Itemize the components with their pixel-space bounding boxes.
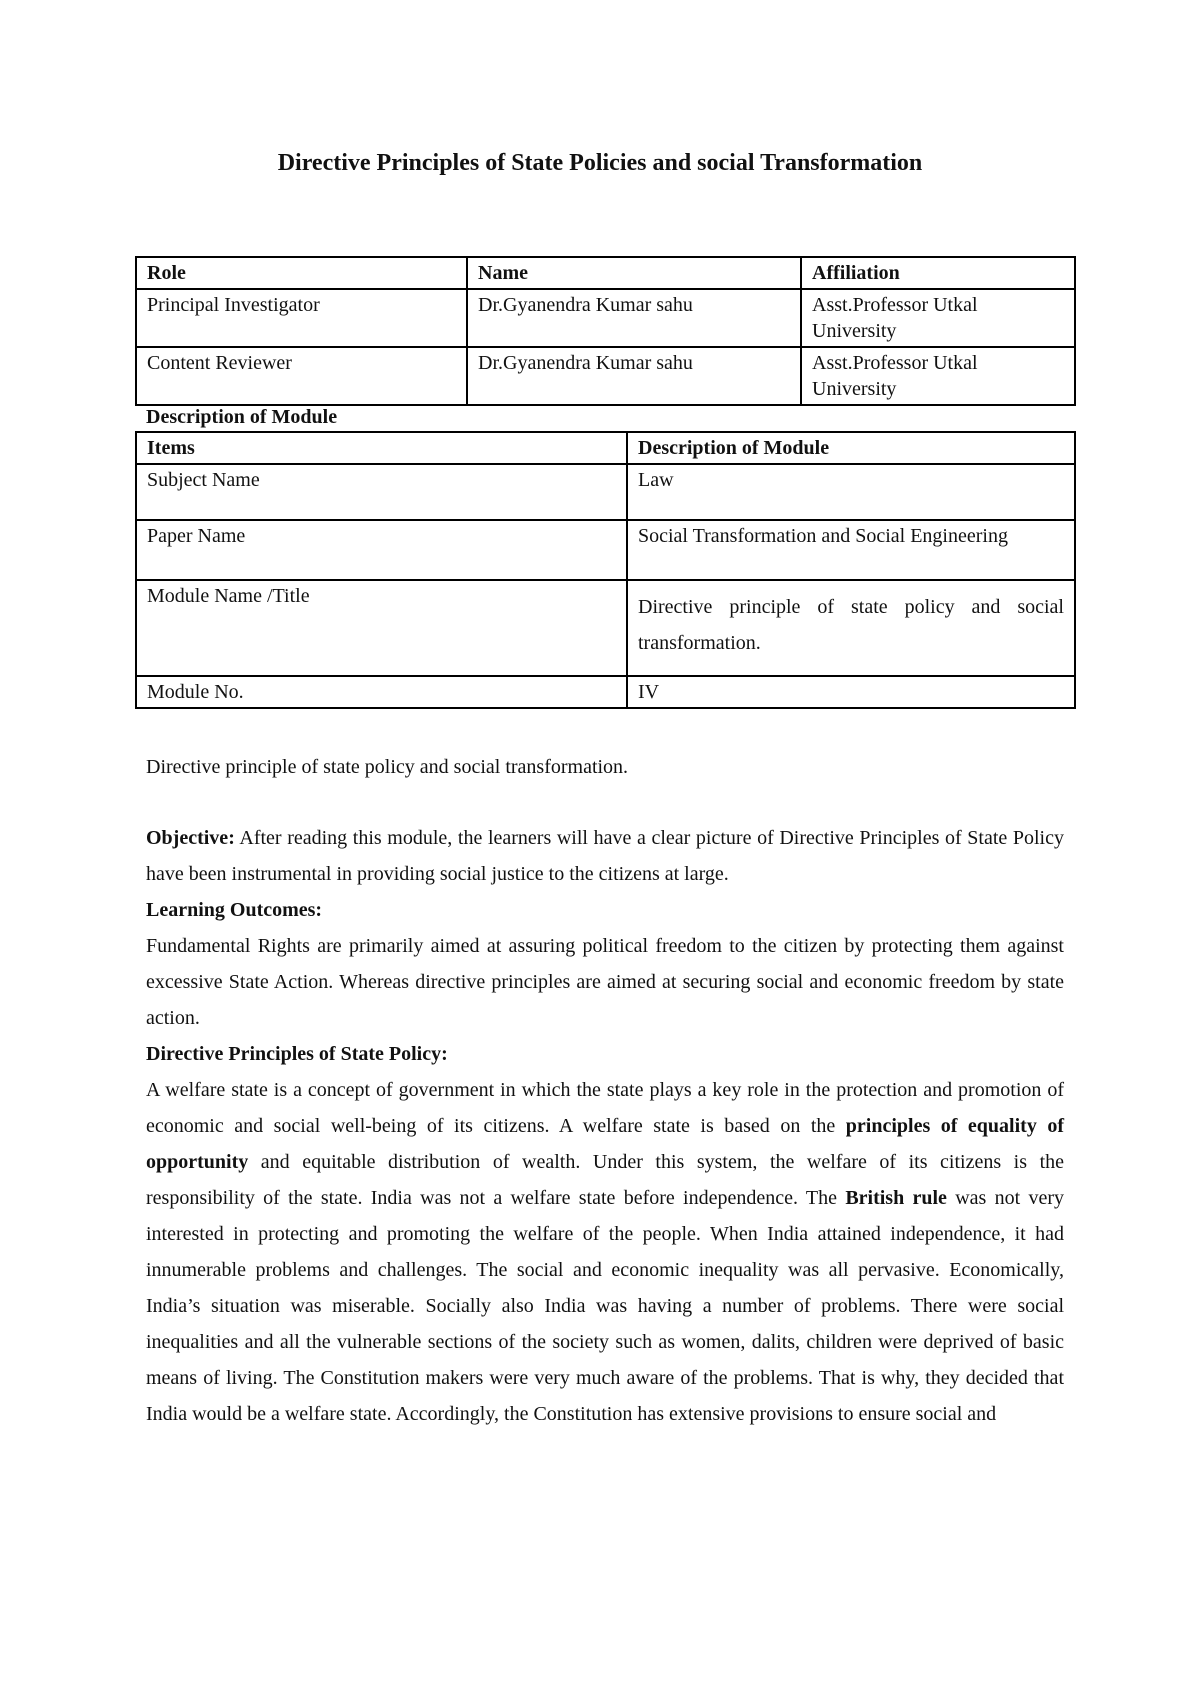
table-cell: Directive principle of state policy and social transformation.: [627, 580, 1075, 676]
table-header-cell: Items: [136, 432, 627, 464]
roles-table: [135, 256, 1076, 406]
table-row: [136, 676, 1075, 708]
table-header-cell: Affiliation: [801, 257, 1075, 289]
body-content: [146, 820, 1064, 1432]
intro-line: Directive principle of state policy and social transformation.: [146, 756, 629, 778]
module-table: [135, 431, 1076, 709]
description-label: Description of Module: [146, 406, 338, 428]
table-cell: Dr.Gyanendra Kumar sahu: [467, 289, 801, 347]
table-row: [136, 289, 1075, 347]
table-cell: Content Reviewer: [136, 347, 467, 405]
table-row: [136, 520, 1075, 580]
objective-label: Objective:: [146, 827, 235, 849]
table-header-row: [136, 257, 1075, 289]
dpsp-bold-2: British rule: [845, 1187, 947, 1209]
dpsp-bold-1: principles of equality of opportunity: [146, 1115, 1064, 1173]
learning-outcomes-heading: Learning Outcomes:: [146, 899, 323, 921]
table-header-cell: Name: [467, 257, 801, 289]
table-cell: Module Name /Title: [136, 580, 627, 676]
table-cell: Asst.Professor Utkal University: [801, 289, 1075, 347]
dpsp-text-2: and equitable distribution of wealth. Under this system, the welfare of its citizens is the responsibility of the state. India was not a welfare state before independence. The: [146, 1151, 1064, 1209]
table-header-cell: Role: [136, 257, 467, 289]
table-cell: IV: [627, 676, 1075, 708]
table-header-cell: Description of Module: [627, 432, 1075, 464]
table-cell: Module No.: [136, 676, 627, 708]
table-cell: Asst.Professor Utkal University: [801, 347, 1075, 405]
table-cell: Principal Investigator: [136, 289, 467, 347]
table-cell: Subject Name: [136, 464, 627, 520]
table-cell: Social Transformation and Social Engineering: [627, 520, 1075, 580]
dpsp-paragraph: [146, 1072, 1064, 1432]
table-header-row: [136, 432, 1075, 464]
dpsp-text-1: A welfare state is a concept of government in which the state plays a key role in the protection and promotion of economic and social well-being of its citizens. A welfare state is based on the: [146, 1079, 1064, 1137]
table-cell: Paper Name: [136, 520, 627, 580]
table-row: [136, 347, 1075, 405]
dpsp-heading: Directive Principles of State Policy:: [146, 1043, 448, 1065]
learning-outcomes-text: Fundamental Rights are primarily aimed at assuring political freedom to the citizen by protecting them against excessive State Action. Whereas directive principles are aimed at securing social and economic freedom by state action.: [146, 935, 1064, 1029]
page-title: Directive Principles of State Policies and social Transformation: [277, 150, 923, 176]
table-cell: Dr.Gyanendra Kumar sahu: [467, 347, 801, 405]
table-row: [136, 464, 1075, 520]
table-cell: Law: [627, 464, 1075, 520]
objective-paragraph: [146, 820, 1064, 892]
dpsp-text-3: was not very interested in protecting and promoting the welfare of the people. When India attained independence, it had innumerable problems and challenges. The social and economic inequality was all pervasive. Economically, India’s situation was miserable. Socially also India was having a number of problems. There were social inequalities and all the vulnerable sections of the society such as women, dalits, children were deprived of basic means of living. The Constitution makers were very much aware of the problems. That is why, they decided that India would be a welfare state. Accordingly, the Constitution has extensive provisions to ensure social and: [146, 1187, 1064, 1425]
table-row: [136, 580, 1075, 676]
objective-text: After reading this module, the learners will have a clear picture of Directive Principles of State Policy have been instrumental in providing social justice to the citizens at large.: [146, 827, 1064, 885]
